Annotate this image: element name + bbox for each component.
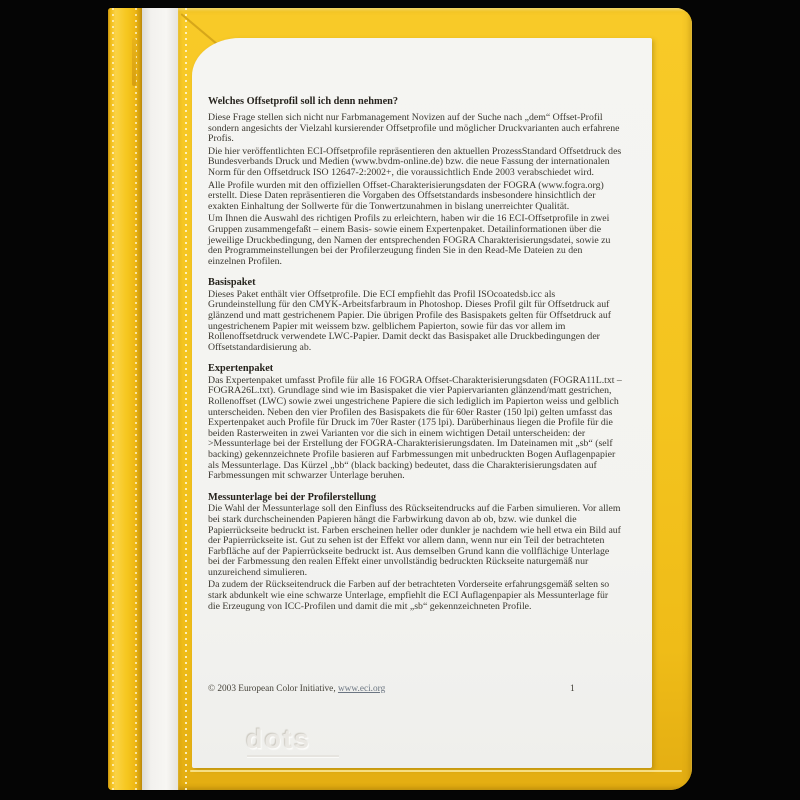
folder-cover xyxy=(178,8,692,790)
paragraph: Das Expertenpaket umfasst Profile für alle 16 FOGRA Offset-Charakterisierungsdaten (FOGRA11L.txt – FOGRA26L.txt). Grundlage sind wie im Basispaket die vier Papiervarianten glänzend/matt gestrichen, Rollenoffset (LWC) sowie zwei ungestrichene Papiere die sich lediglich im Papierton weiss und gelblich unterscheiden. Neben den vier Profilen des Basispakets die für 60er Raster (150 lpi) gelten umfasst das Expertenpaket auch Profile für Druck im 70er Raster (175 lpi). Darüberhinaus liegen die Profile für die beiden Rasterweiten in zwei Varianten vor die sich in einem wichtigen Detail unterscheiden: der >Messunterlage bei der Erstellung der FOGRA-Charakterisierungsdaten. Im Dateinamen mit „sb“ (self backing) gekennzeichnete Profile basieren auf Farbmessungen mit unbedruckten Bogen Auflagenpapier als Messunterlage. Das Kürzel „bb“ (black backing) bedeutet, dass die Charakterisierungsdaten auf Farbmessungen mit schwarzer Unterlage beruhen. xyxy=(208,374,622,482)
page-number: 1 xyxy=(570,684,575,694)
paragraph: Alle Profile wurden mit den offiziellen Offset-Charakterisierungsdaten der FOGRA (www.fogra.org) erstellt. Diese Daten repräsentieren die Vorgaben des Offsetstandards insbesondere hinsichtlich der exakten Einhaltung der Sollwerte für die Tonwertzunahmen in bislang unerreichter Qualität. xyxy=(208,179,604,212)
spine-label-strip xyxy=(142,8,178,790)
document-footer xyxy=(208,684,622,694)
dots-logo-underline xyxy=(247,755,339,757)
section-heading-basispaket: Basispaket xyxy=(208,277,256,289)
paragraph: Da zudem der Rückseitendruck die Farben auf der betrachteten Vorderseite erfahrungsgemäß selten so stark abdunkelt wie eine schwarze Unterlage, empfiehlt die ECI Auflagenpapier als Messunterlage für die Erzeugung von ICC-Profilen und damit die mit „sb“ gekennzeichneten Profile. xyxy=(208,579,610,612)
spine-stitching-right xyxy=(135,8,137,790)
document-body xyxy=(192,38,652,614)
paragraph: Die hier veröffentlichten ECI-Offsetprofile repräsentieren den aktuellen ProzessStandard Offsetdruck des Bundesverbands Druck und Medien (www.bvdm-online.de) bzw. die neue Fassung der internationalen Norm für den Offsetdruck ISO 12647-2:2002+, die voraussichtlich Ende 2003 verabschiedet wird. xyxy=(208,145,622,178)
document-page xyxy=(192,38,652,768)
section-heading-messunterlage: Messunterlage bei der Profilerstellung xyxy=(208,491,377,503)
plastic-folder xyxy=(108,8,692,790)
spine-stitching-left xyxy=(112,8,114,790)
cover-stitching xyxy=(185,8,187,790)
paragraph: Um Ihnen die Auswahl des richtigen Profils zu erleichtern, haben wir die 16 ECI-Offsetprofile in zwei Gruppen zusammengefaßt – einem Basis- sowie einem Expertenpaket. Detailinformationen über die jeweilige Druckbedingung, den Namen der entsprechenden FOGRA Charakterisierungsdatei, sowie zu den Programmeinstellungen bei der Profilerzeugung finden Sie in den Read-Me Dateien zu den einzelnen Profilen. xyxy=(208,213,611,267)
paragraph: Diese Frage stellen sich nicht nur Farbmanagement Novizen auf der Suche nach „dem“ Offset-Profil sondern angesichts der Vielzahl kursierender Offsetprofile und möglicher Druckvarianten auch erfahrene Profis. xyxy=(208,112,620,145)
paragraph: Die Wahl der Messunterlage soll den Einfluss des Rückseitendrucks auf die Farben simulieren. Vor allem bei stark durchscheinenden Papieren hängt die Farbwirkung davon ab ob, bzw. wie dunkel die Papierrückseite bedruckt ist. Farben erscheinen heller oder dunkler je nachdem wie hell etwa ein Bild auf der Papierrückseite ist. Gut zu sehen ist der Effekt vor allem dann, wenn nur ein Teil der betrachteten Farbfläche auf der Papierrückseite bedruckt ist. Aus demselben Grund kann die vollflächige Unterlage bei der Farbmessung den realen Effekt einer unvollständig bedruckten Rückseite naturgemäß nur unzureichend simulieren. xyxy=(208,503,621,578)
folder-spine xyxy=(108,8,142,790)
document-title: Welches Offsetprofil soll ich denn nehmen? xyxy=(208,96,399,107)
copyright-text: © 2003 European Color Initiative, xyxy=(208,684,338,694)
paragraph: Dieses Paket enthält vier Offsetprofile. Die ECI empfiehlt das Profil ISOcoatedsb.icc als Grundeinstellung für den CMYK-Arbeitsfarbraum in Photoshop. Dieses Profil gilt für Offsetdruck auf glänzend und matt gestrichenem Papier. Die übrigen Profile des Basispakets gelten für Offsetdruck auf ungestrichenem Papier mit weissem bzw. gelblichem Papierton, sowie für das vor allem im Rollenoffsetdruck verwendete LWC-Papier. Damit deckt das Basispaket alle Druckbedingungen der Offsetstandardisierung ab. xyxy=(208,288,612,353)
binder-prong xyxy=(132,38,136,86)
cover-bottom-edge-highlight xyxy=(190,770,682,772)
eci-url-text: www.eci.org xyxy=(337,684,386,694)
dots-logo: dots xyxy=(246,724,311,754)
section-heading-expertenpaket: Expertenpaket xyxy=(208,363,274,375)
